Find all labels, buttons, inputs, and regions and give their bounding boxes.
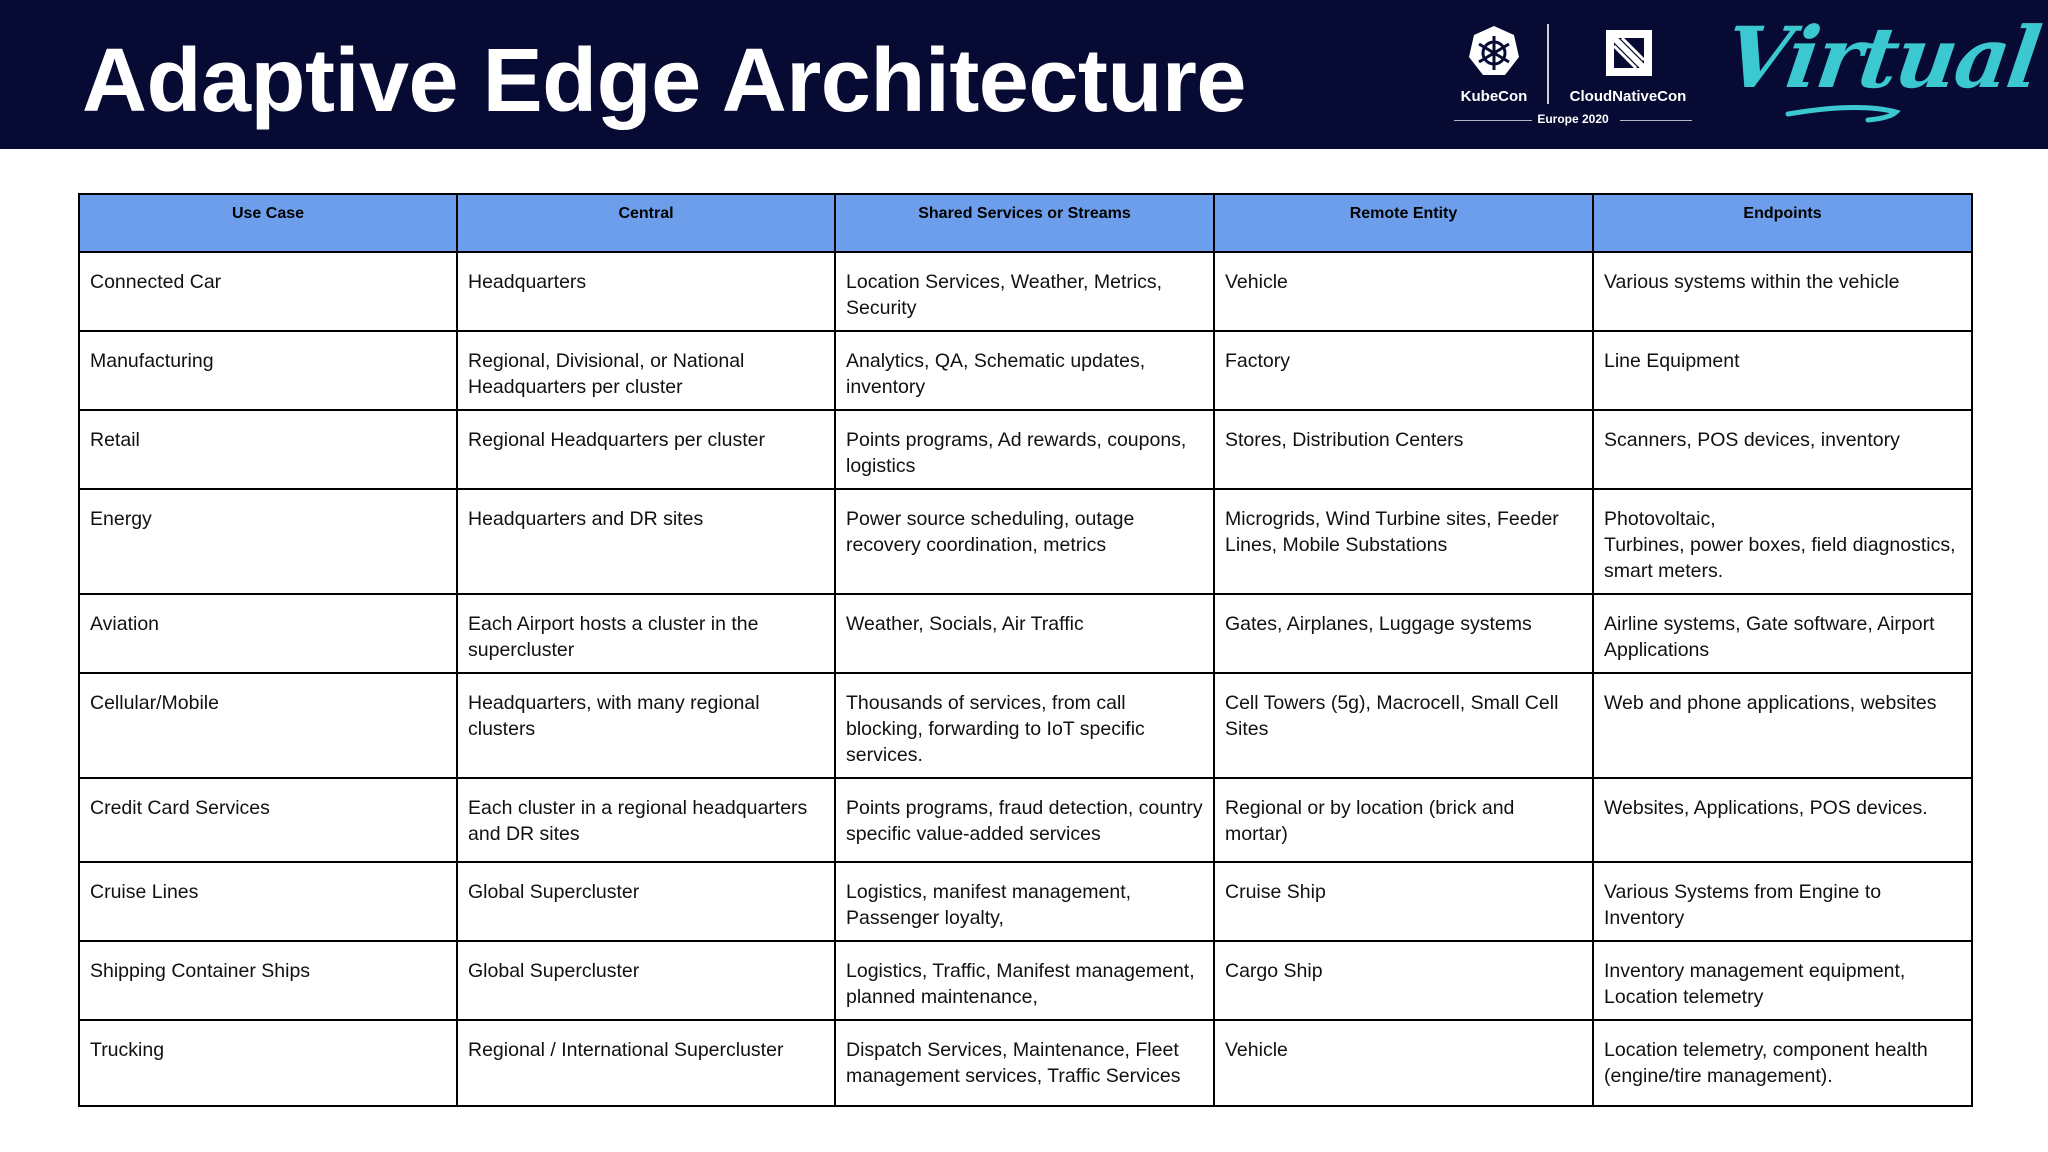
cell-use-case: Retail (79, 410, 457, 489)
table-header-row (79, 194, 1972, 252)
table-row (79, 778, 1972, 862)
kubecon-logo (1448, 22, 1540, 112)
virtual-swoosh-icon (1718, 6, 1968, 131)
cell-shared-services: Weather, Socials, Air Traffic (835, 594, 1214, 673)
cell-remote-entity: Vehicle (1214, 252, 1593, 331)
cell-use-case: Aviation (79, 594, 457, 673)
event-label: Europe 2020 (1537, 112, 1609, 126)
cell-endpoints: Web and phone applications, websites (1593, 673, 1972, 778)
table-row (79, 410, 1972, 489)
column-header-use-case: Use Case (79, 194, 457, 252)
cell-endpoints: Line Equipment (1593, 331, 1972, 410)
cell-shared-services: Analytics, QA, Schematic updates, inventory (835, 331, 1214, 410)
cell-remote-entity: Vehicle (1214, 1020, 1593, 1106)
cell-central: Each Airport hosts a cluster in the supercluster (457, 594, 835, 673)
cell-endpoints: Scanners, POS devices, inventory (1593, 410, 1972, 489)
cell-remote-entity: Stores, Distribution Centers (1214, 410, 1593, 489)
cloudnativecon-logo (1558, 22, 1698, 112)
cell-central: Each cluster in a regional headquarters and DR sites (457, 778, 835, 862)
cell-use-case: Connected Car (79, 252, 457, 331)
column-header-shared-services: Shared Services or Streams (835, 194, 1214, 252)
slide-header (0, 0, 2048, 149)
cell-shared-services: Thousands of services, from call blocking, forwarding to IoT specific services. (835, 673, 1214, 778)
cell-shared-services: Points programs, Ad rewards, coupons, logistics (835, 410, 1214, 489)
cloudnativecon-label: CloudNativeCon (1569, 88, 1687, 105)
cell-shared-services: Dispatch Services, Maintenance, Fleet management services, Traffic Services (835, 1020, 1214, 1106)
cell-shared-services: Points programs, fraud detection, country specific value-added services (835, 778, 1214, 862)
column-header-endpoints: Endpoints (1593, 194, 1972, 252)
cell-remote-entity: Cell Towers (5g), Macrocell, Small Cell Sites (1214, 673, 1593, 778)
cell-shared-services: Logistics, manifest management, Passenger loyalty, (835, 862, 1214, 941)
table-row (79, 862, 1972, 941)
table-row (79, 673, 1972, 778)
cell-remote-entity: Cruise Ship (1214, 862, 1593, 941)
cell-use-case: Trucking (79, 1020, 457, 1106)
cell-use-case: Manufacturing (79, 331, 457, 410)
cell-shared-services: Location Services, Weather, Metrics, Security (835, 252, 1214, 331)
logo-divider (1547, 24, 1549, 104)
cell-central: Headquarters and DR sites (457, 489, 835, 594)
kubecon-cloudnativecon-logo (1448, 18, 1698, 133)
cncf-icon (1558, 22, 1698, 84)
cell-use-case: Energy (79, 489, 457, 594)
cell-remote-entity: Cargo Ship (1214, 941, 1593, 1020)
cell-shared-services: Power source scheduling, outage recovery coordination, metrics (835, 489, 1214, 594)
cell-endpoints: Various Systems from Engine to Inventory (1593, 862, 1972, 941)
virtual-label: Virtual (1719, 8, 2046, 107)
cell-use-case: Shipping Container Ships (79, 941, 457, 1020)
slide-title: Adaptive Edge Architecture (82, 31, 1246, 131)
table-row (79, 594, 1972, 673)
cell-endpoints: Photovoltaic, Turbines, power boxes, field diagnostics, smart meters. (1593, 489, 1972, 594)
cell-central: Regional, Divisional, or National Headquarters per cluster (457, 331, 835, 410)
kubernetes-helm-icon (1448, 22, 1540, 84)
cell-central: Regional Headquarters per cluster (457, 410, 835, 489)
kubecon-label: KubeCon (1460, 88, 1528, 105)
cell-remote-entity: Gates, Airplanes, Luggage systems (1214, 594, 1593, 673)
cell-shared-services: Logistics, Traffic, Manifest management, planned maintenance, (835, 941, 1214, 1020)
table-row (79, 1020, 1972, 1106)
cell-use-case: Credit Card Services (79, 778, 457, 862)
cell-endpoints: Inventory management equipment, Location telemetry (1593, 941, 1972, 1020)
cell-central: Regional / International Supercluster (457, 1020, 835, 1106)
cell-endpoints: Airline systems, Gate software, Airport Applications (1593, 594, 1972, 673)
cell-central: Headquarters (457, 252, 835, 331)
column-header-central: Central (457, 194, 835, 252)
europe-line-right (1620, 120, 1692, 121)
cell-central: Global Supercluster (457, 862, 835, 941)
cell-remote-entity: Factory (1214, 331, 1593, 410)
cell-endpoints: Location telemetry, component health (engine/tire management). (1593, 1020, 1972, 1106)
cell-remote-entity: Microgrids, Wind Turbine sites, Feeder Lines, Mobile Substations (1214, 489, 1593, 594)
cell-endpoints: Various systems within the vehicle (1593, 252, 1972, 331)
cell-central: Global Supercluster (457, 941, 835, 1020)
cell-use-case: Cellular/Mobile (79, 673, 457, 778)
cell-endpoints: Websites, Applications, POS devices. (1593, 778, 1972, 862)
table-row (79, 331, 1972, 410)
table-row (79, 252, 1972, 331)
cell-use-case: Cruise Lines (79, 862, 457, 941)
table-row (79, 489, 1972, 594)
column-header-remote-entity: Remote Entity (1214, 194, 1593, 252)
table-row (79, 941, 1972, 1020)
use-case-table (78, 193, 1973, 1107)
cell-remote-entity: Regional or by location (brick and mortar) (1214, 778, 1593, 862)
virtual-wordmark (1718, 6, 2046, 131)
cell-central: Headquarters, with many regional clusters (457, 673, 835, 778)
